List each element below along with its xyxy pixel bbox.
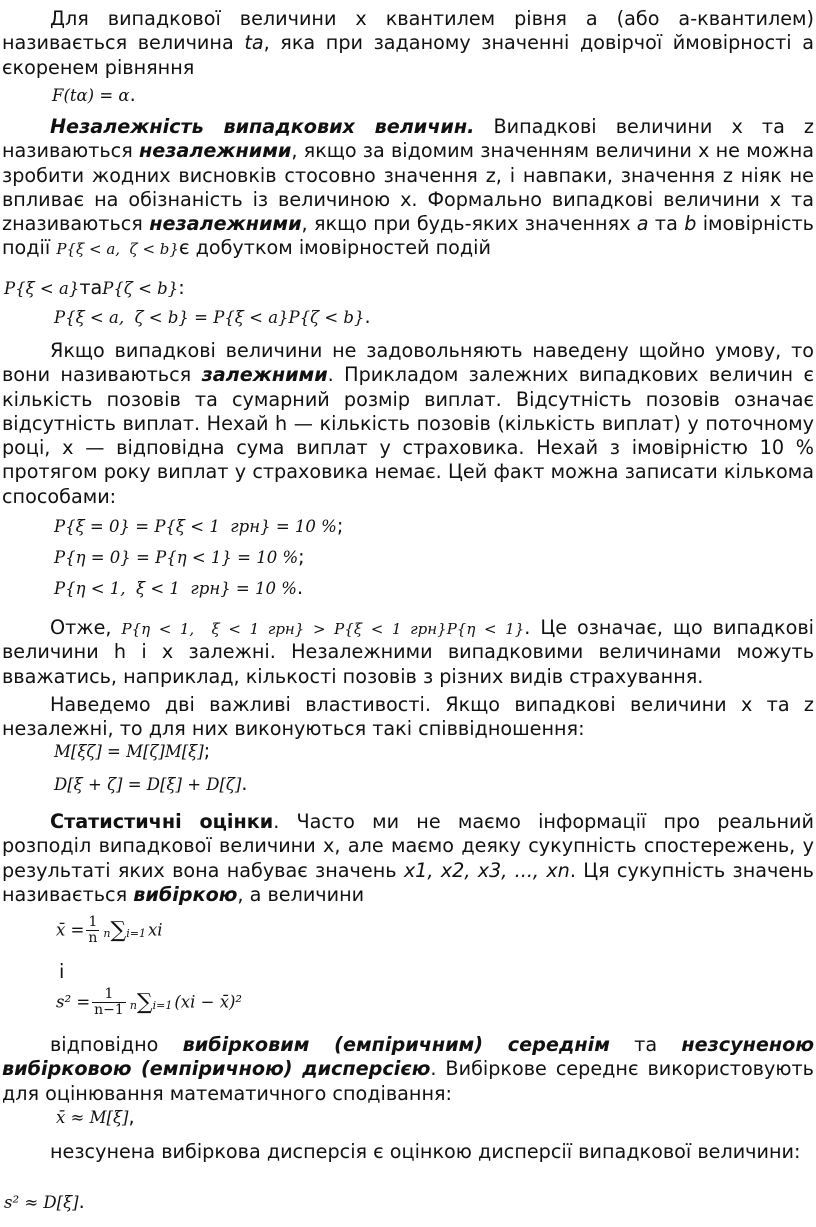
formula-variance-estimate: s² ≈ D[ξ]. bbox=[4, 1190, 85, 1213]
section-heading-independence: Незалежність випадкових величин. bbox=[50, 115, 475, 138]
paragraph-quantile: Для випадкової величини x квантилем рівня a (або a-квантилем) називається величина ta, яка при заданому значенні довірчої ймовірності a єкоренем рівняння bbox=[2, 7, 814, 79]
text-block-therefore bbox=[2, 616, 814, 689]
formula-event: P{ξ < a, ζ < b} bbox=[56, 240, 179, 259]
formula-example-1: P{ξ = 0} = P{ξ < 1 грн} = 10 %; bbox=[54, 514, 344, 537]
formula-sample-mean: x̄ = $\frac{1}{n}$ n∑i=1 xi bbox=[56, 914, 163, 946]
text-block-variance-estimate bbox=[2, 1140, 814, 1164]
formula-inequality: P{η < 1, ξ < 1 грн} > P{ξ < 1 грн}P{η < 1} bbox=[121, 620, 525, 638]
formula-event-zeta: P{ζ < b} bbox=[102, 279, 179, 298]
text-block-dependence bbox=[2, 339, 814, 509]
formula-variance-sum: D[ξ + ζ] = D[ξ] + D[ζ]. bbox=[54, 772, 248, 795]
paragraph-properties: Наведемо дві важливі властивості. Якщо випадкові величини x та z незалежні, то для них виконуються такі співвідношення: bbox=[2, 693, 814, 741]
paragraph-estimates: Статистичні оцінки. Часто ми не маємо інформації про реальний розподіл випадкової величини x, але маємо деяку сукупність спостережень, у результаті яких вона набуває значень x1, x2, x3, ..., xn. Ця сукупність значень називається вибіркою, а величини bbox=[2, 810, 814, 906]
formula-mean-estimate: x̄ ≈ M[ξ], bbox=[56, 1105, 135, 1128]
formula-quantile: F(tα) = α. bbox=[52, 83, 136, 106]
paragraph-variance-estimate: незсунена вибіркова дисперсія є оцінкою дисперсії випадкової величини: bbox=[50, 1140, 801, 1163]
paragraph-therefore: Отже, P{η < 1, ξ < 1 грн} > P{ξ < 1 грн}P{η < 1}. Це означає, що випадкові величини h і x залежні. Незалежними випадковими величинами можуть вважатись, наприклад, кількості позовів з різних видів страхування. bbox=[2, 616, 815, 688]
formula-example-2: P{η = 0} = P{η < 1} = 10 %; bbox=[54, 545, 305, 568]
paragraph-dependence: Якщо випадкові величини не задовольняють наведену щойно умову, то вони називаються залежними. Прикладом залежних випадкових величин є кількість позовів та сумарний розмір виплат. Відсутність позовів означає відсутність виплат. Нехай h — кількість позовів (кількість виплат) у поточному році, x — відповідна сума виплат у страховика. Нехай з імовірністю 10 % протягом року виплат у страховика немає. Цей факт можна записати кількома способами: bbox=[2, 339, 814, 508]
formula-event-xi: P{ξ < a} bbox=[4, 279, 80, 298]
formula-sample-variance: s² = $\frac{1}{n-1}$ n∑i=1 (xi − x̄)² bbox=[56, 986, 243, 1018]
text-block-properties bbox=[2, 693, 814, 742]
text-block-sample-terms bbox=[2, 1033, 814, 1106]
section-heading-estimates: Статистичні оцінки bbox=[50, 810, 274, 833]
paragraph-independence: Незалежність випадкових величин. Випадкові величини x та z називаються незалежними, якщо за відомим значенням величини x не можна зробити жодних висновків стосовно значення z, і навпаки, значення z ніяк не впливає на обізнаність із величиною x. Формально випадкові величини x та zназиваються незалежними, якщо при будь-яких значеннях a та b імовірність події P{ξ < a, ζ < b}є добутком імовірностей подій bbox=[2, 115, 814, 260]
text-block-independence bbox=[2, 115, 814, 261]
text-block-estimates bbox=[2, 810, 814, 907]
paragraph-sample-terms: відповідно вибірковим (емпіричним) середнім та незсуненою вибірковою (емпіричною) дисперсією. Вибіркове середнє використовують для оцінювання математичного сподівання: bbox=[2, 1033, 815, 1105]
formula-expectation-product: M[ξζ] = M[ζ]M[ξ]; bbox=[54, 739, 211, 762]
text-block-quantile bbox=[2, 7, 814, 80]
formula-example-3: P{η < 1, ξ < 1 грн} = 10 %. bbox=[54, 576, 304, 599]
conjunction-and: і bbox=[59, 960, 65, 983]
formula-line-events: P{ξ < a}таP{ζ < b}: bbox=[4, 276, 185, 299]
formula-independence: P{ξ < a, ζ < b} = P{ξ < a}P{ζ < b}. bbox=[54, 305, 371, 328]
